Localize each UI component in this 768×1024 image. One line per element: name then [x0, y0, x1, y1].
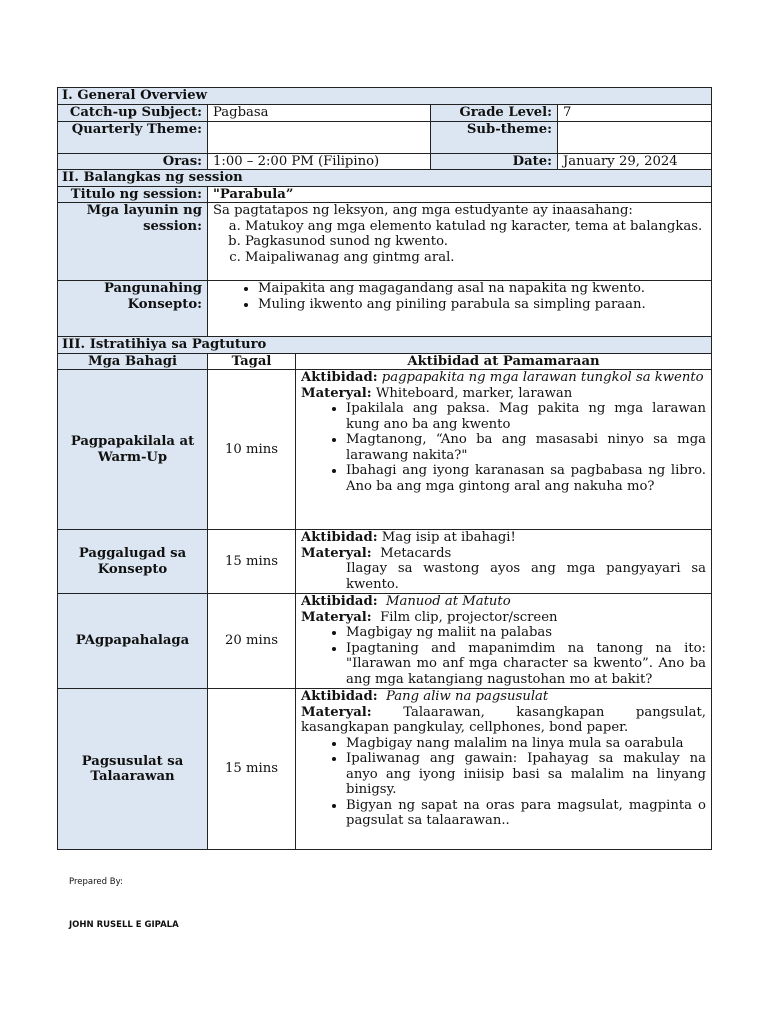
balangkas-heading: II. Balangkas ng session [58, 170, 712, 187]
materyal-label: Materyal: [301, 545, 372, 561]
activity-item: • Ipakilala ang paksa. Mag pakita ng mga larawan kung ano ba ang kwento [346, 401, 706, 432]
aktibidad-text: Pang aliw na pagsusulat [385, 689, 549, 704]
activity-item: • Magbigay nang malalim na linya mula sa oarabula [346, 736, 706, 752]
materyal-text: Film clip, projector/screen [380, 609, 558, 625]
materyal-label: Materyal: [301, 704, 372, 720]
materyal-label: Materyal: [301, 385, 372, 401]
table-row [58, 530, 712, 594]
col-header-tagal: Tagal [208, 353, 296, 370]
layunin-cell [208, 203, 712, 281]
general-overview-heading: I. General Overview [58, 88, 712, 105]
layunin-intro: Sa pagtatapos ng leksyon, ang mga estudyante ay inaasahang: [213, 203, 633, 218]
titulo-label: Titulo ng session: [58, 186, 208, 203]
konsepto-cell [208, 281, 712, 337]
aktibidad-label: Aktibidad: [301, 370, 378, 385]
aktibidad-text: Manuod at Matuto [385, 594, 511, 609]
bahagi-cell: Paggalugad sa Konsepto [58, 530, 208, 594]
materyal-text: Whiteboard, marker, larawan [375, 385, 573, 401]
preparer-name: JOHN RUSELL E GIPALA [69, 920, 179, 930]
col-header-aktibidad: Aktibidad at Pamamaraan [296, 353, 712, 370]
lesson-plan-document [57, 87, 711, 850]
konsepto-label: Pangunahing Konsepto: [58, 281, 208, 337]
aktibidad-cell [296, 370, 712, 530]
activity-list [301, 625, 706, 687]
materyal-text: Metacards [380, 545, 452, 561]
aktibidad-label: Aktibidad: [301, 689, 378, 704]
konsepto-item: • Maipakita ang magagandang asal na napakita ng kwento. [258, 281, 706, 297]
konsepto-item: • Muling ikwento ang piniling parabula sa simpling paraan. [258, 297, 706, 313]
activity-list [301, 736, 706, 829]
aktibidad-cell [296, 689, 712, 850]
activity-instruction: Ilagay sa wastong ayos ang mga pangyayari sa kwento. [346, 561, 706, 592]
oras-value: 1:00 – 2:00 PM (Filipino) [208, 153, 431, 170]
materyal-label: Materyal: [301, 609, 372, 625]
aktibidad-cell [296, 594, 712, 689]
prepared-by-label: Prepared By: [69, 877, 123, 887]
oras-label: Oras: [58, 153, 208, 170]
sub-theme-label: Sub-theme: [431, 121, 558, 153]
materyal-text: Talaarawan, kasangkapan pangsulat, kasangkapan pangkulay, cellphones, bond paper. [301, 704, 706, 735]
date-label: Date: [431, 153, 558, 170]
quarterly-theme-label: Quarterly Theme: [58, 121, 208, 153]
subject-label: Catch-up Subject: [58, 104, 208, 121]
aktibidad-text: pagpapakita ng mga larawan tungkol sa kwento [381, 370, 704, 385]
tagal-cell: 15 mins [208, 689, 296, 850]
activity-item: • Ibahagi ang iyong karanasan sa pagbabasa ng libro. Ano ba ang mga gintong aral ang nakuha mo? [346, 463, 706, 494]
tagal-cell: 20 mins [208, 594, 296, 689]
bahagi-cell: PAgpapahalaga [58, 594, 208, 689]
istratihiya-heading: III. Istratihiya sa Pagtuturo [58, 337, 712, 354]
activity-item: • Ipagtaning and mapanimdim na tanong na ito: "Ilarawan mo anf mga character sa kwento”. Ano ba ang mga katangiang nagustohan mo at bakit? [346, 641, 706, 688]
layunin-item: c. Maipaliwanag ang gintmg aral. [245, 250, 706, 266]
table-row [58, 370, 712, 530]
aktibidad-cell [296, 530, 712, 594]
layunin-item: a. Matukoy ang mga elemento katulad ng karacter, tema at balangkas. [245, 219, 706, 235]
grade-level-label: Grade Level: [431, 104, 558, 121]
tagal-cell: 15 mins [208, 530, 296, 594]
layunin-item: b. Pagkasunod sunod ng kwento. [245, 234, 706, 250]
quarterly-theme-value [208, 121, 431, 153]
layunin-label: Mga layunin ng session: [58, 203, 208, 281]
activity-list [301, 401, 706, 494]
subject-value: Pagbasa [208, 104, 431, 121]
table-row [58, 594, 712, 689]
bahagi-cell: Pagpapakilala at Warm-Up [58, 370, 208, 530]
activity-item: • Ipaliwanag ang gawain: Ipahayag sa makulay na anyo ang iyong iniisip basi sa malalim na linyang binigsy. [346, 751, 706, 798]
aktibidad-label: Aktibidad: [301, 594, 378, 609]
table-row [58, 689, 712, 850]
aktibidad-text: Mag isip at ibahagi! [381, 530, 516, 545]
titulo-value: "Parabula” [208, 186, 712, 203]
aktibidad-label: Aktibidad: [301, 530, 378, 545]
bahagi-cell: Pagsusulat sa Talaarawan [58, 689, 208, 850]
activity-item: • Magtanong, “Ano ba ang masasabi ninyo sa mga larawang nakita?" [346, 432, 706, 463]
activity-item: • Magbigay ng maliit na palabas [346, 625, 706, 641]
layunin-list [213, 219, 706, 266]
lesson-plan-table [57, 87, 712, 850]
activity-item: • Bigyan ng sapat na oras para magsulat, magpinta o pagsulat sa talaarawan.. [346, 798, 706, 829]
konsepto-list [213, 281, 706, 312]
grade-level-value: 7 [558, 104, 712, 121]
col-header-bahagi: Mga Bahagi [58, 353, 208, 370]
date-value: January 29, 2024 [558, 153, 712, 170]
tagal-cell: 10 mins [208, 370, 296, 530]
sub-theme-value [558, 121, 712, 153]
